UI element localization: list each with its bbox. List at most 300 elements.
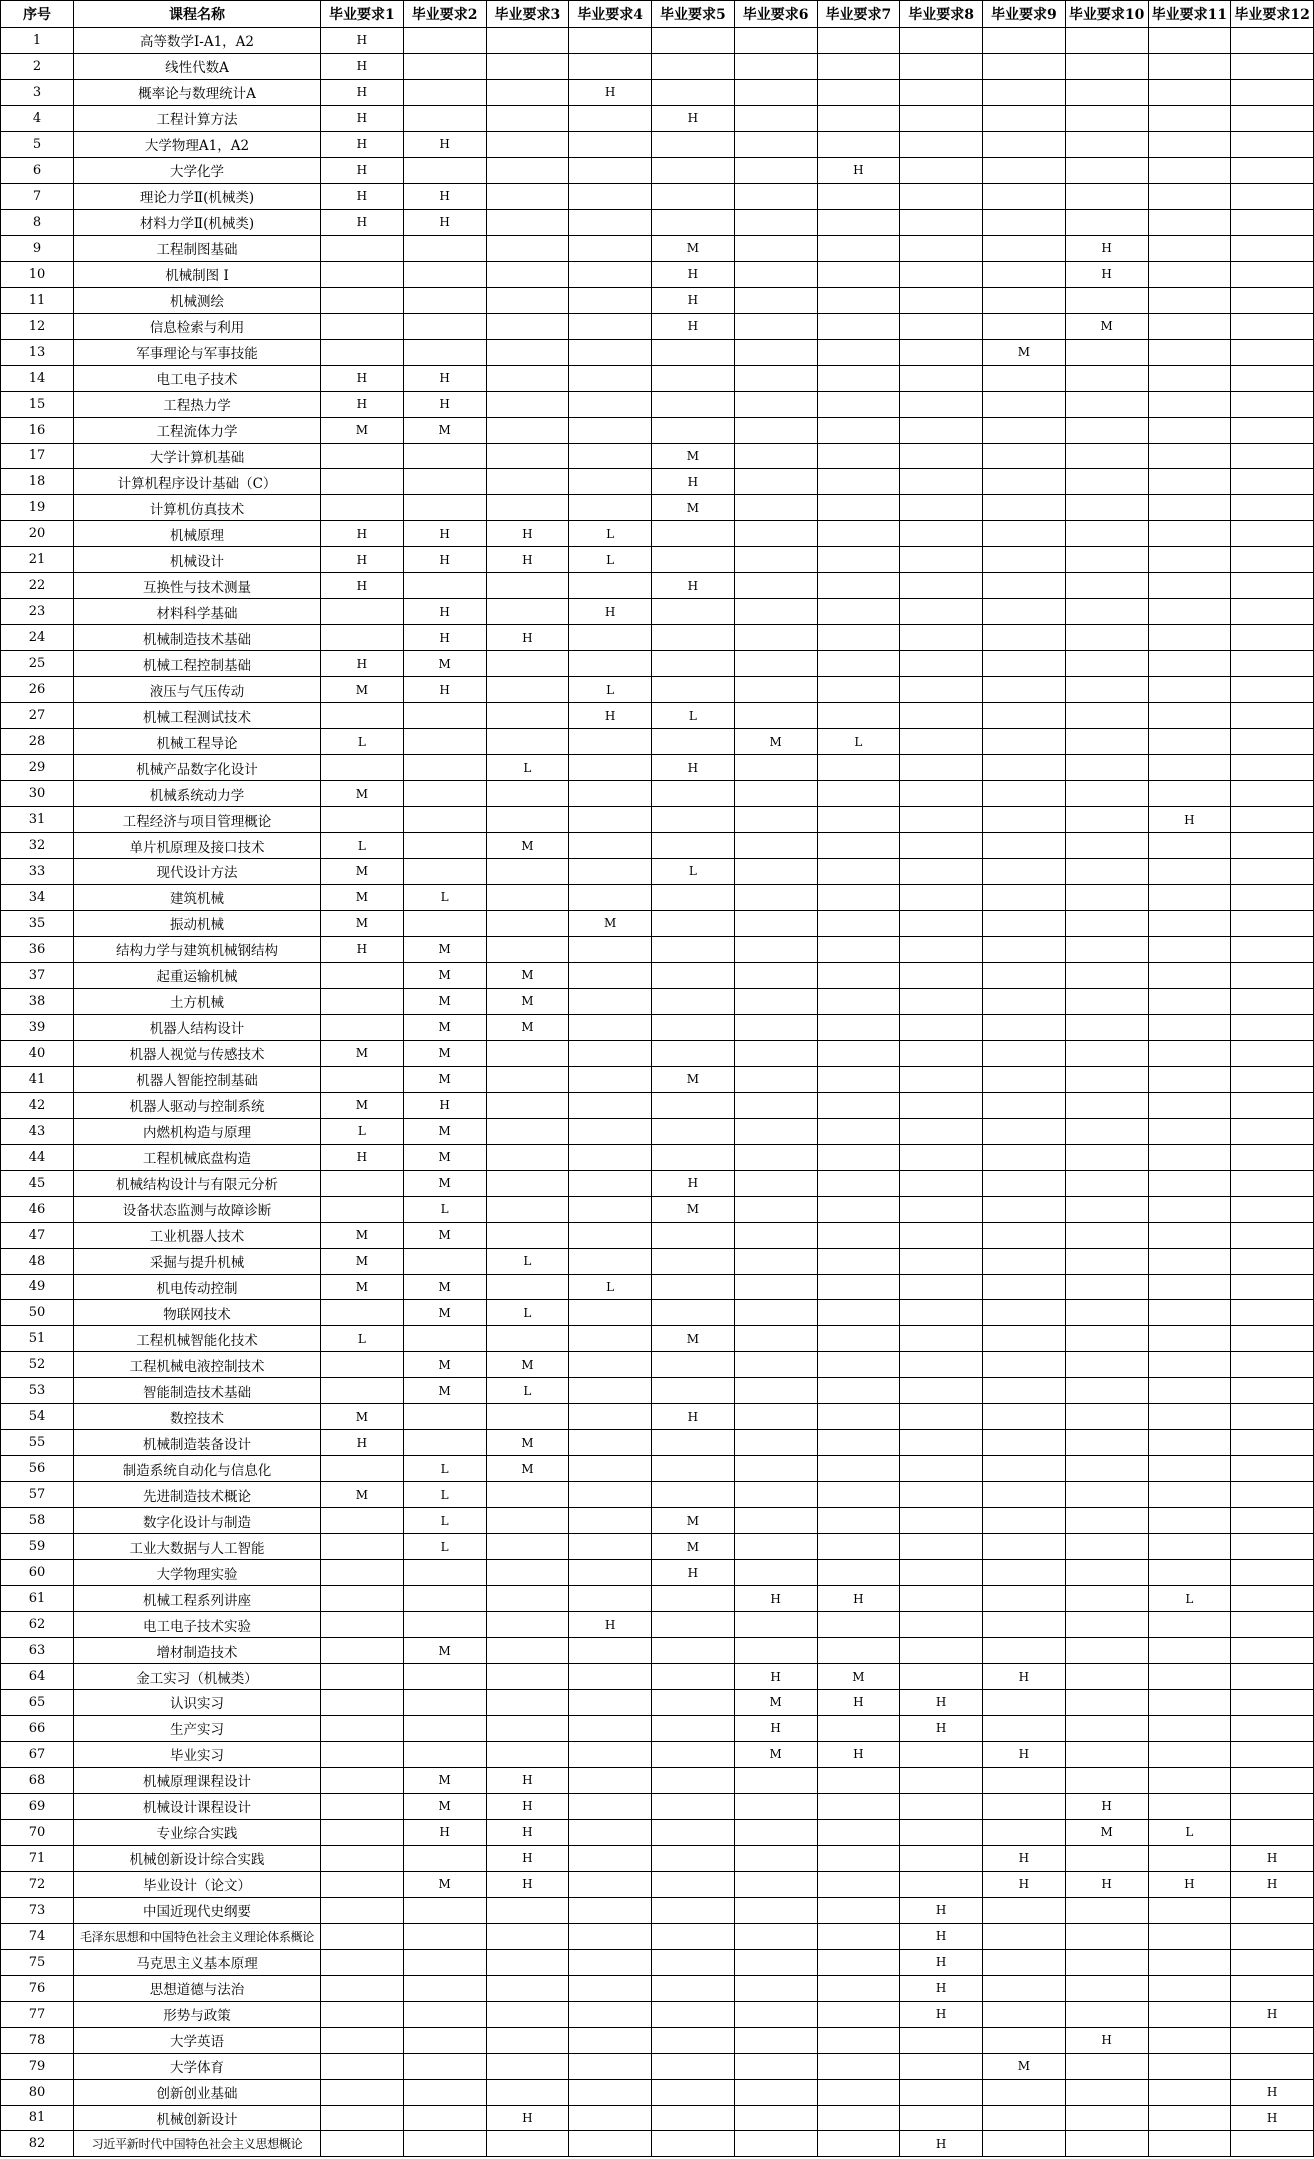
requirement-2-cell (403, 807, 486, 833)
requirement-1-cell (321, 1897, 404, 1923)
requirement-11-cell (1148, 1949, 1231, 1975)
requirement-5-cell (652, 651, 735, 677)
requirement-5-cell (652, 2105, 735, 2131)
requirement-4-cell: H (569, 599, 652, 625)
row-seq: 49 (1, 1274, 74, 1300)
requirement-6-cell (734, 547, 817, 573)
requirement-7-cell (817, 1248, 900, 1274)
requirement-11-cell (1148, 988, 1231, 1014)
requirement-5-cell: M (652, 235, 735, 261)
requirement-4-cell: M (569, 910, 652, 936)
requirement-4-cell (569, 1767, 652, 1793)
requirement-9-cell (983, 521, 1066, 547)
requirement-2-cell: M (403, 936, 486, 962)
requirement-12-cell (1231, 287, 1314, 313)
header-requirement-7: 毕业要求7 (817, 1, 900, 28)
requirement-3-cell (486, 1118, 569, 1144)
requirement-12-cell (1231, 2131, 1314, 2157)
row-course-name: 金工实习（机械类） (74, 1664, 321, 1690)
requirement-10-cell (1065, 105, 1148, 131)
requirement-11-cell (1148, 1352, 1231, 1378)
requirement-6-cell (734, 1949, 817, 1975)
row-seq: 16 (1, 417, 74, 443)
requirement-5-cell: M (652, 1196, 735, 1222)
table-row (1, 781, 1314, 807)
requirement-12-cell (1231, 1612, 1314, 1638)
row-course-name: 机械工程系列讲座 (74, 1586, 321, 1612)
requirement-3-cell (486, 131, 569, 157)
requirement-4-cell (569, 1508, 652, 1534)
table-row (1, 2027, 1314, 2053)
requirement-6-cell (734, 1871, 817, 1897)
requirement-8-cell (900, 1066, 983, 1092)
requirement-11-cell (1148, 1715, 1231, 1741)
row-seq: 47 (1, 1222, 74, 1248)
requirement-11-cell (1148, 1845, 1231, 1871)
row-seq: 39 (1, 1014, 74, 1040)
row-seq: 17 (1, 443, 74, 469)
requirement-2-cell (403, 443, 486, 469)
requirement-3-cell (486, 1612, 569, 1638)
requirement-10-cell (1065, 910, 1148, 936)
requirement-5-cell (652, 910, 735, 936)
row-course-name: 材料力学Ⅱ(机械类) (74, 209, 321, 235)
row-course-name: 内燃机构造与原理 (74, 1118, 321, 1144)
requirement-9-cell (983, 261, 1066, 287)
requirement-6-cell (734, 287, 817, 313)
requirement-10-cell (1065, 884, 1148, 910)
requirement-1-cell: L (321, 729, 404, 755)
requirement-2-cell (403, 1586, 486, 1612)
requirement-1-cell: H (321, 209, 404, 235)
requirement-7-cell (817, 209, 900, 235)
requirement-4-cell (569, 781, 652, 807)
requirement-12-cell (1231, 131, 1314, 157)
row-seq: 14 (1, 365, 74, 391)
requirement-1-cell: H (321, 936, 404, 962)
requirement-7-cell (817, 1378, 900, 1404)
requirement-8-cell (900, 1586, 983, 1612)
requirement-11-cell (1148, 1482, 1231, 1508)
requirement-1-cell: H (321, 28, 404, 54)
requirement-5-cell (652, 833, 735, 859)
row-seq: 43 (1, 1118, 74, 1144)
requirement-4-cell (569, 988, 652, 1014)
requirement-7-cell (817, 391, 900, 417)
requirement-8-cell (900, 1274, 983, 1300)
requirement-6-cell (734, 1040, 817, 1066)
requirement-5-cell (652, 2053, 735, 2079)
requirement-10-cell (1065, 599, 1148, 625)
requirement-1-cell (321, 1170, 404, 1196)
row-seq: 57 (1, 1482, 74, 1508)
requirement-6-cell (734, 1404, 817, 1430)
requirement-6-cell: H (734, 1586, 817, 1612)
requirement-10-cell (1065, 183, 1148, 209)
requirement-4-cell (569, 1014, 652, 1040)
table-row (1, 625, 1314, 651)
requirement-6-cell (734, 157, 817, 183)
requirement-8-cell (900, 495, 983, 521)
row-course-name: 创新创业基础 (74, 2079, 321, 2105)
requirement-8-cell (900, 599, 983, 625)
requirement-10-cell (1065, 1456, 1148, 1482)
requirement-9-cell (983, 1066, 1066, 1092)
table-row (1, 1118, 1314, 1144)
requirement-4-cell (569, 1040, 652, 1066)
requirement-5-cell (652, 988, 735, 1014)
requirement-12-cell (1231, 884, 1314, 910)
row-course-name: 工程制图基础 (74, 235, 321, 261)
requirement-11-cell (1148, 2027, 1231, 2053)
requirement-5-cell: H (652, 287, 735, 313)
requirement-6-cell (734, 910, 817, 936)
row-course-name: 建筑机械 (74, 884, 321, 910)
requirement-2-cell: M (403, 1767, 486, 1793)
requirement-12-cell (1231, 1014, 1314, 1040)
requirement-11-cell (1148, 131, 1231, 157)
requirement-10-cell (1065, 988, 1148, 1014)
row-course-name: 机械原理课程设计 (74, 1767, 321, 1793)
requirement-10-cell (1065, 1430, 1148, 1456)
requirement-12-cell (1231, 313, 1314, 339)
requirement-11-cell (1148, 651, 1231, 677)
requirement-9-cell (983, 1326, 1066, 1352)
row-course-name: 大学体育 (74, 2053, 321, 2079)
table-row (1, 469, 1314, 495)
requirement-7-cell (817, 105, 900, 131)
requirement-9-cell: H (983, 1871, 1066, 1897)
requirement-11-cell (1148, 1612, 1231, 1638)
table-row (1, 261, 1314, 287)
requirement-11-cell (1148, 495, 1231, 521)
requirement-3-cell (486, 910, 569, 936)
row-seq: 62 (1, 1612, 74, 1638)
requirement-10-cell (1065, 2131, 1148, 2157)
requirement-8-cell (900, 339, 983, 365)
row-seq: 23 (1, 599, 74, 625)
table-row (1, 1767, 1314, 1793)
requirement-9-cell (983, 1923, 1066, 1949)
requirement-12-cell (1231, 729, 1314, 755)
requirement-4-cell (569, 755, 652, 781)
requirement-8-cell (900, 235, 983, 261)
requirement-11-cell (1148, 235, 1231, 261)
requirement-8-cell (900, 807, 983, 833)
requirement-9-cell (983, 1196, 1066, 1222)
requirement-1-cell (321, 962, 404, 988)
requirement-3-cell (486, 1196, 569, 1222)
requirement-4-cell (569, 884, 652, 910)
row-course-name: 马克思主义基本原理 (74, 1949, 321, 1975)
requirement-8-cell (900, 157, 983, 183)
requirement-11-cell (1148, 53, 1231, 79)
requirement-1-cell (321, 807, 404, 833)
requirement-4-cell (569, 2001, 652, 2027)
requirement-1-cell: L (321, 1326, 404, 1352)
requirement-4-cell (569, 157, 652, 183)
requirement-6-cell (734, 261, 817, 287)
requirement-10-cell (1065, 2079, 1148, 2105)
requirement-10-cell (1065, 1482, 1148, 1508)
requirement-12-cell (1231, 105, 1314, 131)
requirement-11-cell (1148, 2131, 1231, 2157)
requirement-12-cell (1231, 1248, 1314, 1274)
table-row (1, 417, 1314, 443)
requirement-9-cell (983, 859, 1066, 885)
row-course-name: 大学物理实验 (74, 1560, 321, 1586)
requirement-9-cell (983, 2079, 1066, 2105)
requirement-6-cell (734, 2105, 817, 2131)
requirement-11-cell (1148, 2001, 1231, 2027)
requirement-12-cell (1231, 1456, 1314, 1482)
requirement-2-cell: M (403, 1118, 486, 1144)
requirement-1-cell: H (321, 391, 404, 417)
requirement-8-cell (900, 443, 983, 469)
requirement-12-cell (1231, 1040, 1314, 1066)
table-row (1, 807, 1314, 833)
row-course-name: 机械原理 (74, 521, 321, 547)
requirement-6-cell (734, 209, 817, 235)
requirement-12-cell: H (1231, 2105, 1314, 2131)
requirement-12-cell (1231, 1300, 1314, 1326)
requirement-11-cell (1148, 1092, 1231, 1118)
requirement-9-cell (983, 495, 1066, 521)
requirement-12-cell (1231, 1923, 1314, 1949)
requirement-1-cell (321, 2131, 404, 2157)
requirement-4-cell (569, 1404, 652, 1430)
requirement-1-cell (321, 1664, 404, 1690)
row-course-name: 机械设计 (74, 547, 321, 573)
requirement-10-cell (1065, 1040, 1148, 1066)
requirement-2-cell: L (403, 884, 486, 910)
requirement-2-cell (403, 79, 486, 105)
row-course-name: 机械结构设计与有限元分析 (74, 1170, 321, 1196)
requirement-9-cell (983, 703, 1066, 729)
requirement-10-cell: M (1065, 313, 1148, 339)
requirement-3-cell (486, 79, 569, 105)
requirement-5-cell: M (652, 1066, 735, 1092)
requirement-4-cell (569, 833, 652, 859)
requirement-12-cell (1231, 365, 1314, 391)
requirement-1-cell: M (321, 1092, 404, 1118)
requirement-2-cell (403, 2001, 486, 2027)
table-row (1, 131, 1314, 157)
requirement-6-cell (734, 884, 817, 910)
requirement-1-cell: H (321, 651, 404, 677)
requirement-1-cell (321, 1066, 404, 1092)
requirement-12-cell (1231, 1118, 1314, 1144)
requirement-3-cell (486, 1560, 569, 1586)
requirement-9-cell (983, 547, 1066, 573)
requirement-5-cell (652, 1741, 735, 1767)
requirement-9-cell (983, 910, 1066, 936)
requirement-3-cell (486, 2131, 569, 2157)
requirement-1-cell (321, 1793, 404, 1819)
row-seq: 69 (1, 1793, 74, 1819)
requirement-7-cell: H (817, 1586, 900, 1612)
requirement-3-cell (486, 287, 569, 313)
requirement-7-cell (817, 1144, 900, 1170)
row-seq: 27 (1, 703, 74, 729)
requirement-6-cell (734, 625, 817, 651)
requirement-10-cell (1065, 1300, 1148, 1326)
requirement-11-cell (1148, 2079, 1231, 2105)
requirement-8-cell (900, 1638, 983, 1664)
requirement-3-cell (486, 1715, 569, 1741)
requirement-9-cell (983, 2105, 1066, 2131)
requirement-4-cell: H (569, 79, 652, 105)
requirement-3-cell (486, 1508, 569, 1534)
requirement-3-cell (486, 1534, 569, 1560)
requirement-12-cell (1231, 807, 1314, 833)
row-seq: 60 (1, 1560, 74, 1586)
requirement-6-cell (734, 2027, 817, 2053)
requirement-4-cell (569, 105, 652, 131)
requirement-5-cell (652, 2131, 735, 2157)
requirement-12-cell (1231, 1638, 1314, 1664)
requirement-4-cell (569, 1144, 652, 1170)
requirement-6-cell (734, 2131, 817, 2157)
requirement-4-cell (569, 313, 652, 339)
requirement-6-cell (734, 1819, 817, 1845)
row-course-name: 机械创新设计综合实践 (74, 1845, 321, 1871)
requirement-7-cell (817, 1040, 900, 1066)
requirement-6-cell (734, 339, 817, 365)
requirement-7-cell (817, 807, 900, 833)
requirement-2-cell: M (403, 1014, 486, 1040)
requirement-2-cell: H (403, 521, 486, 547)
table-row (1, 339, 1314, 365)
requirement-6-cell (734, 1975, 817, 2001)
row-seq: 29 (1, 755, 74, 781)
requirement-7-cell: L (817, 729, 900, 755)
requirement-9-cell (983, 651, 1066, 677)
requirement-2-cell: L (403, 1508, 486, 1534)
requirement-8-cell (900, 131, 983, 157)
header-requirement-12: 毕业要求12 (1231, 1, 1314, 28)
table-row (1, 1170, 1314, 1196)
requirement-10-cell (1065, 1222, 1148, 1248)
requirement-4-cell (569, 1923, 652, 1949)
requirement-4-cell (569, 1845, 652, 1871)
requirement-11-cell (1148, 1664, 1231, 1690)
requirement-5-cell (652, 391, 735, 417)
requirement-4-cell (569, 1456, 652, 1482)
requirement-10-cell (1065, 1664, 1148, 1690)
requirement-7-cell (817, 936, 900, 962)
requirement-1-cell: M (321, 1040, 404, 1066)
requirement-8-cell (900, 1378, 983, 1404)
table-row (1, 1949, 1314, 1975)
table-row (1, 313, 1314, 339)
requirement-11-cell (1148, 521, 1231, 547)
requirement-6-cell (734, 1118, 817, 1144)
requirement-7-cell (817, 703, 900, 729)
requirement-5-cell (652, 28, 735, 54)
row-seq: 59 (1, 1534, 74, 1560)
requirement-9-cell (983, 1612, 1066, 1638)
table-row (1, 1066, 1314, 1092)
row-course-name: 智能制造技术基础 (74, 1378, 321, 1404)
requirement-12-cell (1231, 1715, 1314, 1741)
requirement-11-cell (1148, 417, 1231, 443)
requirement-12-cell (1231, 443, 1314, 469)
requirement-12-cell (1231, 521, 1314, 547)
requirement-5-cell (652, 1144, 735, 1170)
requirement-9-cell (983, 1793, 1066, 1819)
row-seq: 15 (1, 391, 74, 417)
requirement-12-cell (1231, 1508, 1314, 1534)
table-row (1, 703, 1314, 729)
requirement-8-cell (900, 884, 983, 910)
requirement-6-cell (734, 573, 817, 599)
requirement-9-cell (983, 131, 1066, 157)
requirement-6-cell (734, 1196, 817, 1222)
requirement-8-cell: H (900, 2131, 983, 2157)
requirement-11-cell (1148, 391, 1231, 417)
table-body (1, 28, 1314, 2157)
requirement-12-cell (1231, 2027, 1314, 2053)
table-row (1, 235, 1314, 261)
requirement-11-cell (1148, 1767, 1231, 1793)
requirement-8-cell (900, 261, 983, 287)
requirement-1-cell: L (321, 1118, 404, 1144)
row-course-name: 设备状态监测与故障诊断 (74, 1196, 321, 1222)
requirement-4-cell: L (569, 1274, 652, 1300)
requirement-4-cell (569, 1222, 652, 1248)
row-seq: 3 (1, 79, 74, 105)
requirement-3-cell (486, 313, 569, 339)
requirement-8-cell (900, 209, 983, 235)
row-seq: 7 (1, 183, 74, 209)
requirement-3-cell (486, 1066, 569, 1092)
requirement-7-cell (817, 910, 900, 936)
requirement-7-cell (817, 1326, 900, 1352)
requirement-4-cell (569, 2079, 652, 2105)
requirement-2-cell (403, 313, 486, 339)
row-seq: 81 (1, 2105, 74, 2131)
row-seq: 13 (1, 339, 74, 365)
requirement-2-cell: H (403, 365, 486, 391)
requirement-11-cell (1148, 703, 1231, 729)
row-course-name: 电工电子技术 (74, 365, 321, 391)
requirement-4-cell (569, 1741, 652, 1767)
requirement-7-cell (817, 755, 900, 781)
requirement-7-cell (817, 521, 900, 547)
requirement-1-cell (321, 599, 404, 625)
requirement-2-cell (403, 1612, 486, 1638)
requirement-3-cell: M (486, 1352, 569, 1378)
requirement-2-cell: M (403, 988, 486, 1014)
requirement-10-cell (1065, 1352, 1148, 1378)
row-course-name: 认识实习 (74, 1690, 321, 1716)
requirement-2-cell (403, 53, 486, 79)
table-row (1, 1430, 1314, 1456)
requirement-6-cell (734, 677, 817, 703)
requirement-9-cell (983, 1534, 1066, 1560)
requirement-9-cell: H (983, 1741, 1066, 1767)
table-row (1, 1793, 1314, 1819)
requirement-8-cell (900, 1118, 983, 1144)
requirement-7-cell (817, 1066, 900, 1092)
requirement-4-cell (569, 1092, 652, 1118)
row-seq: 10 (1, 261, 74, 287)
requirement-10-cell (1065, 1690, 1148, 1716)
requirement-7-cell (817, 781, 900, 807)
requirement-8-cell (900, 183, 983, 209)
requirement-3-cell: L (486, 1378, 569, 1404)
